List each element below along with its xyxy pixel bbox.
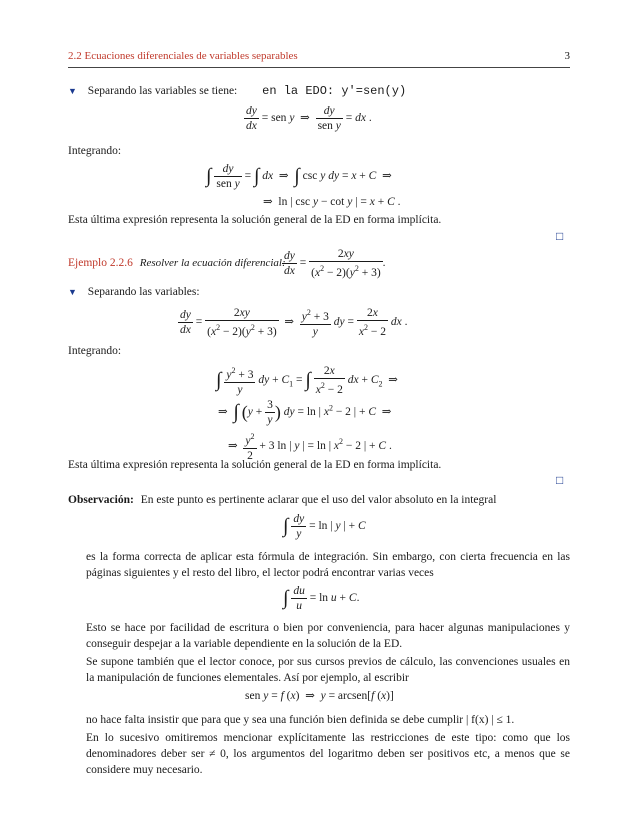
observation-paragraph-4: no hace falta insistir que para que y sea una función bien definida se debe cumplir | f(x) | ≤ 1. <box>86 714 515 726</box>
equation-ln-u: ∫ $\frac{du}{u}$ = ln u + C. <box>283 585 360 612</box>
integrando-label-2: Integrando: <box>68 345 122 357</box>
running-header: 2.2 Ecuaciones diferenciales de variables separables <box>68 50 298 62</box>
conclusion-2: Esta última expresión representa la solución general de la ED en forma implícita. <box>68 459 442 471</box>
equation-ln-abs: ∫ $\frac{dy}{y}$ = ln | y | + C <box>283 513 366 540</box>
equation-integral-2: ∫ $\frac{y^2 + 3}{y}$ dy + $C_1$ = ∫ $\frac{2x}{x^2 - 2}$ dx + $C_2$ ⇒ <box>216 365 398 396</box>
observation-paragraph-2: Esto se hace por facilidad de escritura o bien por conveniencia, para hacer algunas manipulaciones y conseguir despejar a la variable dependiente en la solución de la ED. <box>86 622 570 650</box>
equation-result-1: ⇒ ln | csc y − cot y | = x + C . <box>263 196 401 208</box>
equation-result-2: ⇒ $\frac{y^2}{2}$ + 3 ln | y | = ln | $x^2 - 2$ | + C . <box>228 432 392 462</box>
lead-text-2: Separando las variables: <box>87 286 200 298</box>
observation-label: Observación: <box>68 494 134 506</box>
equation-separation-2: $\frac{dy}{dx}$ = $\frac{2xy}{(x^2 - 2)(y^2 + 3)}$ ⇒ $\frac{y^2 + 3}{y}$ dy = $\frac{2x}{x^2 - 2}$ dx . <box>180 307 408 338</box>
page-number: 3 <box>564 50 570 62</box>
equation-integral-3: ⇒ ∫ (y + $\frac{3}{y}$ ) dy = ln | $x^2 - 2$ | + C ⇒ <box>218 399 392 426</box>
header-rule <box>68 67 570 68</box>
conclusion-1: Esta última expresión representa la solución general de la ED en forma implícita. <box>68 214 442 226</box>
example-line <box>68 257 286 269</box>
lead-text-1: Separando las variables se tiene: <box>87 85 238 97</box>
equation-integral-1: ∫ $\frac{dy}{\text{sen y}}$ = ∫ dx ⇒ ∫ csc y dy = x + C ⇒ <box>206 163 392 190</box>
qed-square-icon: □ <box>556 229 564 243</box>
bullet-line-1 <box>68 84 406 98</box>
triangle-bullet-icon: ▼ <box>68 86 77 96</box>
equation-separation-1: $\frac{dy}{dx}$ = sen y ⇒ $\frac{dy}{\text{sen y}}$ = dx . <box>246 105 372 132</box>
triangle-bullet-icon: ▼ <box>68 287 77 297</box>
example-equation: $\frac{dy}{dx}$ = $\frac{2xy}{(x^2 - 2)(y^2 + 3)}$ . <box>284 248 386 279</box>
observation-intro-line <box>68 494 496 506</box>
observation-paragraph-5: En lo sucesivo omitiremos mencionar explícitamente las restricciones de este tipo: como que los denominadores deber ser ≠ 0, los argumentos del logaritmo deben ser positivos etc, a menos que se considere muy necesario. <box>86 732 570 776</box>
equation-arcsen: sen y = f (x) ⇒ y = arcsen[f (x)] <box>245 690 394 702</box>
example-prompt: Resolver la ecuación diferencial: <box>139 257 286 269</box>
integrando-label-1: Integrando: <box>68 145 122 157</box>
bullet-line-2 <box>68 286 200 298</box>
code-annotation: en la EDO: y'=sen(y) <box>262 84 407 98</box>
qed-square-icon: □ <box>556 473 564 487</box>
observation-paragraph-3: Se supone también que el lector conoce, por sus cursos previos de cálculo, las convenciones usuales en la manipulación de funciones elementales. Así por ejemplo, al escribir <box>86 656 570 684</box>
observation-paragraph-1: es la forma correcta de aplicar esta fórmula de integración. Sin embargo, con cierta frecuencia en las páginas siguientes y el resto del libro, el lector podrá encontrar varias veces <box>86 551 570 579</box>
example-label: Ejemplo 2.2.6 <box>68 257 133 269</box>
observation-intro: En este punto es pertinente aclarar que el uso del valor absoluto en la integral <box>140 494 497 506</box>
